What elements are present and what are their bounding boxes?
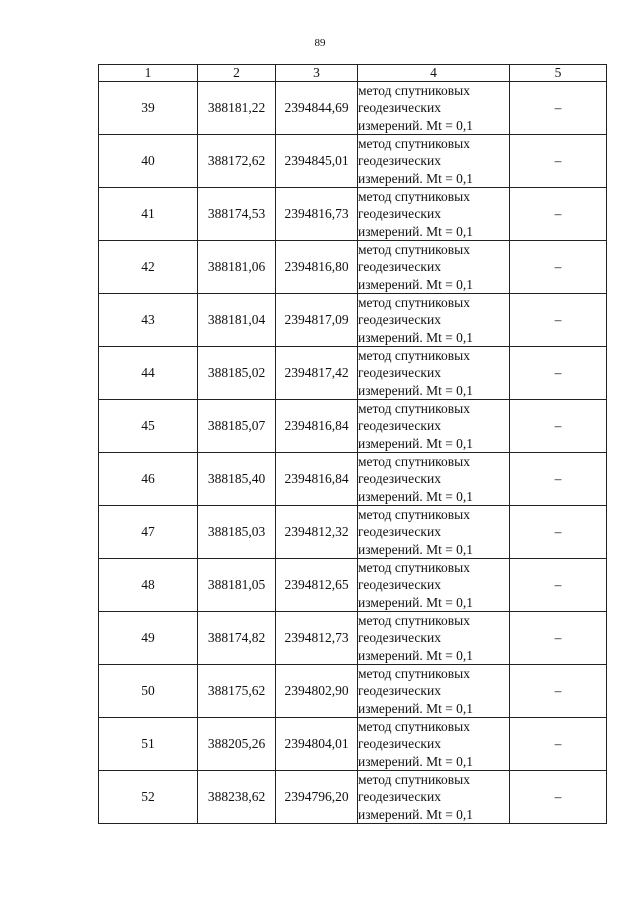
note-cell: – bbox=[510, 347, 607, 400]
x-coordinate-cell: 388238,62 bbox=[198, 771, 276, 824]
method-line: метод спутниковых bbox=[358, 507, 470, 523]
method-cell bbox=[358, 82, 510, 135]
method-line: измерений. Mt = 0,1 bbox=[358, 170, 474, 186]
method-cell bbox=[358, 241, 510, 294]
header-col-2: 2 bbox=[198, 65, 276, 82]
header-row bbox=[99, 65, 607, 82]
table-row bbox=[99, 400, 607, 453]
method-line: измерений. Mt = 0,1 bbox=[358, 700, 474, 716]
table-row bbox=[99, 135, 607, 188]
y-coordinate-cell: 2394816,80 bbox=[276, 241, 358, 294]
header-col-1: 1 bbox=[99, 65, 198, 82]
method-cell bbox=[358, 188, 510, 241]
note-cell: – bbox=[510, 559, 607, 612]
method-line: геодезических bbox=[358, 630, 441, 646]
x-coordinate-cell: 388205,26 bbox=[198, 718, 276, 771]
point-number-cell: 39 bbox=[99, 82, 198, 135]
table-row bbox=[99, 294, 607, 347]
point-number-cell: 44 bbox=[99, 347, 198, 400]
method-cell bbox=[358, 347, 510, 400]
y-coordinate-cell: 2394812,32 bbox=[276, 506, 358, 559]
y-coordinate-cell: 2394844,69 bbox=[276, 82, 358, 135]
method-line: измерений. Mt = 0,1 bbox=[358, 382, 474, 398]
method-line: геодезических bbox=[358, 100, 441, 116]
method-line: измерений. Mt = 0,1 bbox=[358, 753, 474, 769]
point-number-cell: 45 bbox=[99, 400, 198, 453]
note-cell: – bbox=[510, 612, 607, 665]
x-coordinate-cell: 388185,40 bbox=[198, 453, 276, 506]
y-coordinate-cell: 2394812,65 bbox=[276, 559, 358, 612]
method-line: метод спутниковых bbox=[358, 772, 470, 788]
method-line: геодезических bbox=[358, 471, 441, 487]
table-row bbox=[99, 612, 607, 665]
table-row bbox=[99, 453, 607, 506]
method-line: геодезических bbox=[358, 312, 441, 328]
method-line: измерений. Mt = 0,1 bbox=[358, 435, 474, 451]
table-row bbox=[99, 188, 607, 241]
y-coordinate-cell: 2394845,01 bbox=[276, 135, 358, 188]
y-coordinate-cell: 2394804,01 bbox=[276, 718, 358, 771]
point-number-cell: 52 bbox=[99, 771, 198, 824]
x-coordinate-cell: 388181,06 bbox=[198, 241, 276, 294]
x-coordinate-cell: 388185,03 bbox=[198, 506, 276, 559]
point-number-cell: 49 bbox=[99, 612, 198, 665]
note-cell: – bbox=[510, 506, 607, 559]
note-cell: – bbox=[510, 135, 607, 188]
y-coordinate-cell: 2394816,84 bbox=[276, 453, 358, 506]
method-line: метод спутниковых bbox=[358, 136, 470, 152]
note-cell: – bbox=[510, 294, 607, 347]
table-header bbox=[99, 65, 607, 82]
point-number-cell: 48 bbox=[99, 559, 198, 612]
method-line: измерений. Mt = 0,1 bbox=[358, 329, 474, 345]
point-number-cell: 42 bbox=[99, 241, 198, 294]
method-line: геодезических bbox=[358, 736, 441, 752]
method-line: геодезических bbox=[358, 789, 441, 805]
x-coordinate-cell: 388181,04 bbox=[198, 294, 276, 347]
method-line: геодезических bbox=[358, 683, 441, 699]
note-cell: – bbox=[510, 241, 607, 294]
method-cell bbox=[358, 771, 510, 824]
method-cell bbox=[358, 400, 510, 453]
point-number-cell: 43 bbox=[99, 294, 198, 347]
table-row bbox=[99, 506, 607, 559]
method-line: метод спутниковых bbox=[358, 295, 470, 311]
table-row bbox=[99, 241, 607, 294]
y-coordinate-cell: 2394802,90 bbox=[276, 665, 358, 718]
method-cell bbox=[358, 453, 510, 506]
table-row bbox=[99, 559, 607, 612]
method-line: измерений. Mt = 0,1 bbox=[358, 594, 474, 610]
note-cell: – bbox=[510, 771, 607, 824]
header-col-5: 5 bbox=[510, 65, 607, 82]
note-cell: – bbox=[510, 188, 607, 241]
coordinates-table bbox=[98, 64, 607, 824]
table-row bbox=[99, 665, 607, 718]
method-line: измерений. Mt = 0,1 bbox=[358, 488, 474, 504]
method-cell bbox=[358, 135, 510, 188]
x-coordinate-cell: 388185,07 bbox=[198, 400, 276, 453]
method-cell bbox=[358, 665, 510, 718]
method-line: измерений. Mt = 0,1 bbox=[358, 276, 474, 292]
note-cell: – bbox=[510, 400, 607, 453]
method-cell bbox=[358, 506, 510, 559]
method-cell bbox=[358, 612, 510, 665]
table-row bbox=[99, 771, 607, 824]
point-number-cell: 41 bbox=[99, 188, 198, 241]
x-coordinate-cell: 388174,53 bbox=[198, 188, 276, 241]
method-line: геодезических bbox=[358, 365, 441, 381]
point-number-cell: 46 bbox=[99, 453, 198, 506]
y-coordinate-cell: 2394816,84 bbox=[276, 400, 358, 453]
point-number-cell: 50 bbox=[99, 665, 198, 718]
method-line: измерений. Mt = 0,1 bbox=[358, 647, 474, 663]
x-coordinate-cell: 388181,05 bbox=[198, 559, 276, 612]
y-coordinate-cell: 2394816,73 bbox=[276, 188, 358, 241]
method-line: геодезических bbox=[358, 577, 441, 593]
method-line: измерений. Mt = 0,1 bbox=[358, 223, 474, 239]
method-cell bbox=[358, 718, 510, 771]
method-cell bbox=[358, 559, 510, 612]
note-cell: – bbox=[510, 82, 607, 135]
method-line: измерений. Mt = 0,1 bbox=[358, 541, 474, 557]
method-line: метод спутниковых bbox=[358, 83, 470, 99]
note-cell: – bbox=[510, 718, 607, 771]
x-coordinate-cell: 388175,62 bbox=[198, 665, 276, 718]
table-body bbox=[99, 82, 607, 824]
method-line: геодезических bbox=[358, 153, 441, 169]
method-line: геодезических bbox=[358, 418, 441, 434]
method-line: метод спутниковых bbox=[358, 348, 470, 364]
header-col-3: 3 bbox=[276, 65, 358, 82]
y-coordinate-cell: 2394812,73 bbox=[276, 612, 358, 665]
method-line: метод спутниковых bbox=[358, 719, 470, 735]
x-coordinate-cell: 388181,22 bbox=[198, 82, 276, 135]
method-line: метод спутниковых bbox=[358, 242, 470, 258]
method-line: геодезических bbox=[358, 206, 441, 222]
method-line: метод спутниковых bbox=[358, 454, 470, 470]
y-coordinate-cell: 2394796,20 bbox=[276, 771, 358, 824]
method-line: метод спутниковых bbox=[358, 189, 470, 205]
y-coordinate-cell: 2394817,42 bbox=[276, 347, 358, 400]
header-col-4: 4 bbox=[358, 65, 510, 82]
method-line: геодезических bbox=[358, 259, 441, 275]
method-line: метод спутниковых bbox=[358, 613, 470, 629]
x-coordinate-cell: 388185,02 bbox=[198, 347, 276, 400]
table-row bbox=[99, 82, 607, 135]
y-coordinate-cell: 2394817,09 bbox=[276, 294, 358, 347]
method-line: измерений. Mt = 0,1 bbox=[358, 117, 474, 133]
method-line: метод спутниковых bbox=[358, 560, 470, 576]
point-number-cell: 40 bbox=[99, 135, 198, 188]
table-row bbox=[99, 347, 607, 400]
note-cell: – bbox=[510, 665, 607, 718]
method-line: метод спутниковых bbox=[358, 401, 470, 417]
x-coordinate-cell: 388172,62 bbox=[198, 135, 276, 188]
method-line: метод спутниковых bbox=[358, 666, 470, 682]
page-number: 89 bbox=[314, 37, 326, 49]
method-line: геодезических bbox=[358, 524, 441, 540]
table-row bbox=[99, 718, 607, 771]
note-cell: – bbox=[510, 453, 607, 506]
point-number-cell: 51 bbox=[99, 718, 198, 771]
x-coordinate-cell: 388174,82 bbox=[198, 612, 276, 665]
point-number-cell: 47 bbox=[99, 506, 198, 559]
method-line: измерений. Mt = 0,1 bbox=[358, 806, 474, 822]
method-cell bbox=[358, 294, 510, 347]
